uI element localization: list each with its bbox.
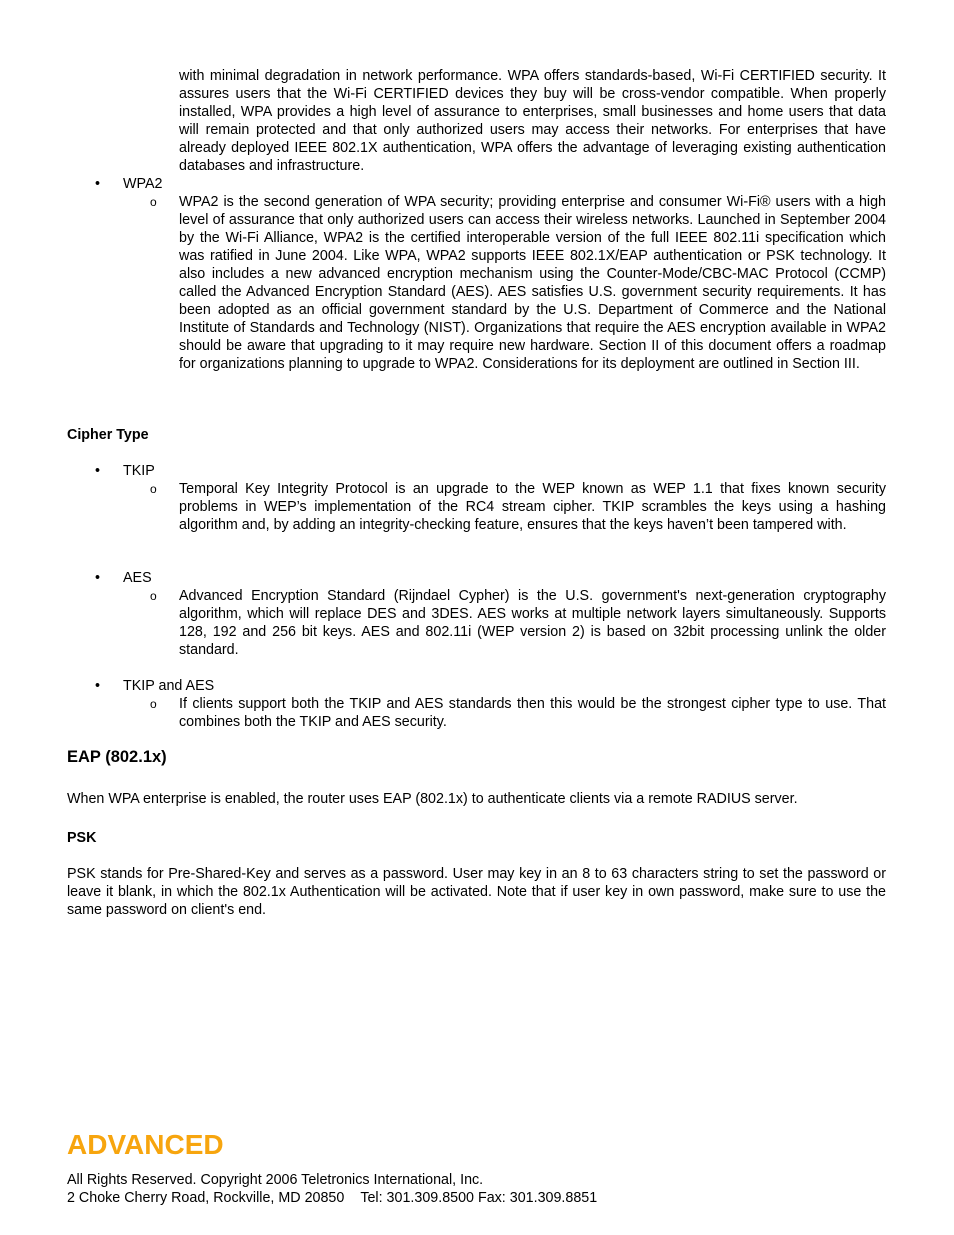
bullet-marker: • — [95, 570, 101, 586]
sub-bullet-marker: o — [150, 195, 157, 209]
contact-line — [67, 1189, 597, 1207]
psk-description: PSK stands for Pre-Shared-Key and serves as a password. User may key in an 8 to 63 characters string to set the password or leave it blank, in which the 802.1x Authentication will be activated. Note that if user key in own password, make sure to use the same password on client's end. — [67, 866, 886, 918]
tkip-and-aes-label: TKIP and AES — [123, 678, 215, 694]
aes-description: Advanced Encryption Standard (Rijndael Cypher) is the U.S. government's next-generation cryptography algorithm, which will replace DES and 3DES. AES works at multiple network layers simultaneously. Supports 128, 192 and 256 bit keys. AES and 802.11i (WEP version 2) is based on 32bit processing unlink the older standard. — [179, 588, 886, 658]
tkip-and-aes-description: If clients support both the TKIP and AES standards then this would be the strongest cipher type to use. That combines both the TKIP and AES security. — [179, 696, 886, 730]
tkip-label: TKIP — [123, 463, 155, 479]
bullet-marker: • — [95, 678, 101, 694]
aes-label: AES — [123, 570, 152, 586]
address-text: 2 Choke Cherry Road, Rockville, MD 20850 — [67, 1190, 345, 1206]
sub-bullet-marker: o — [150, 697, 157, 711]
bullet-marker: • — [95, 176, 101, 192]
bullet-marker: • — [95, 463, 101, 479]
wpa-description-continued: with minimal degradation in network performance. WPA offers standards-based, Wi-Fi CERTIFIED security. It assures users that the Wi-Fi CERTIFIED devices they buy will be cross-vendor compatible. When properly installed, WPA provides a high level of assurance to enterprises, small businesses and home users that data will remain protected and that only authorized users may access their networks. For enterprises that have already deployed IEEE 802.1X authentication, WPA offers the advantage of leveraging existing authentication databases and infrastructure. — [179, 68, 886, 174]
sub-bullet-marker: o — [150, 589, 157, 603]
psk-heading: PSK — [67, 830, 97, 846]
phone-fax-text: Tel: 301.309.8500 Fax: 301.309.8851 — [360, 1190, 598, 1206]
eap-heading: EAP (802.1x) — [67, 748, 167, 766]
copyright-line: All Rights Reserved. Copyright 2006 Teletronics International, Inc. — [67, 1172, 484, 1188]
tkip-description: Temporal Key Integrity Protocol is an upgrade to the WEP known as WEP 1.1 that fixes known security problems in WEP’s implementation of the RC4 stream cipher. TKIP scrambles the keys using a hashing algorithm and, by adding an integrity-checking feature, ensures that the keys haven’t been tampered with. — [179, 481, 886, 533]
sub-bullet-marker: o — [150, 482, 157, 496]
cipher-type-heading: Cipher Type — [67, 427, 149, 443]
section-title-advanced: ADVANCED — [67, 1129, 224, 1160]
wpa2-description: WPA2 is the second generation of WPA security; providing enterprise and consumer Wi-Fi® users with a high level of assurance that only authorized users can access their wireless networks. Launched in September 2004 by the Wi-Fi Alliance, WPA2 is the certified interoperable version of the full IEEE 802.11i specification which was ratified in June 2004. Like WPA, WPA2 supports IEEE 802.1X/EAP authentication or PSK technology. It also includes a new advanced encryption mechanism using the Counter-Mode/CBC-MAC Protocol (CCMP) called the Advanced Encryption Standard (AES). AES satisfies U.S. government security requirements. It has been adopted as an official government standard by the U.S. Department of Commerce and the National Institute of Standards and Technology (NIST). Organizations that require the AES encryption available in WPA2 should be aware that upgrading to it may require new hardware. Section II of this document offers a roadmap for organizations planning to upgrade to WPA2. Considerations for its deployment are outlined in Section III. — [179, 194, 886, 372]
wpa2-label: WPA2 — [123, 176, 163, 192]
eap-description: When WPA enterprise is enabled, the router uses EAP (802.1x) to authenticate clients via a remote RADIUS server. — [67, 791, 798, 807]
